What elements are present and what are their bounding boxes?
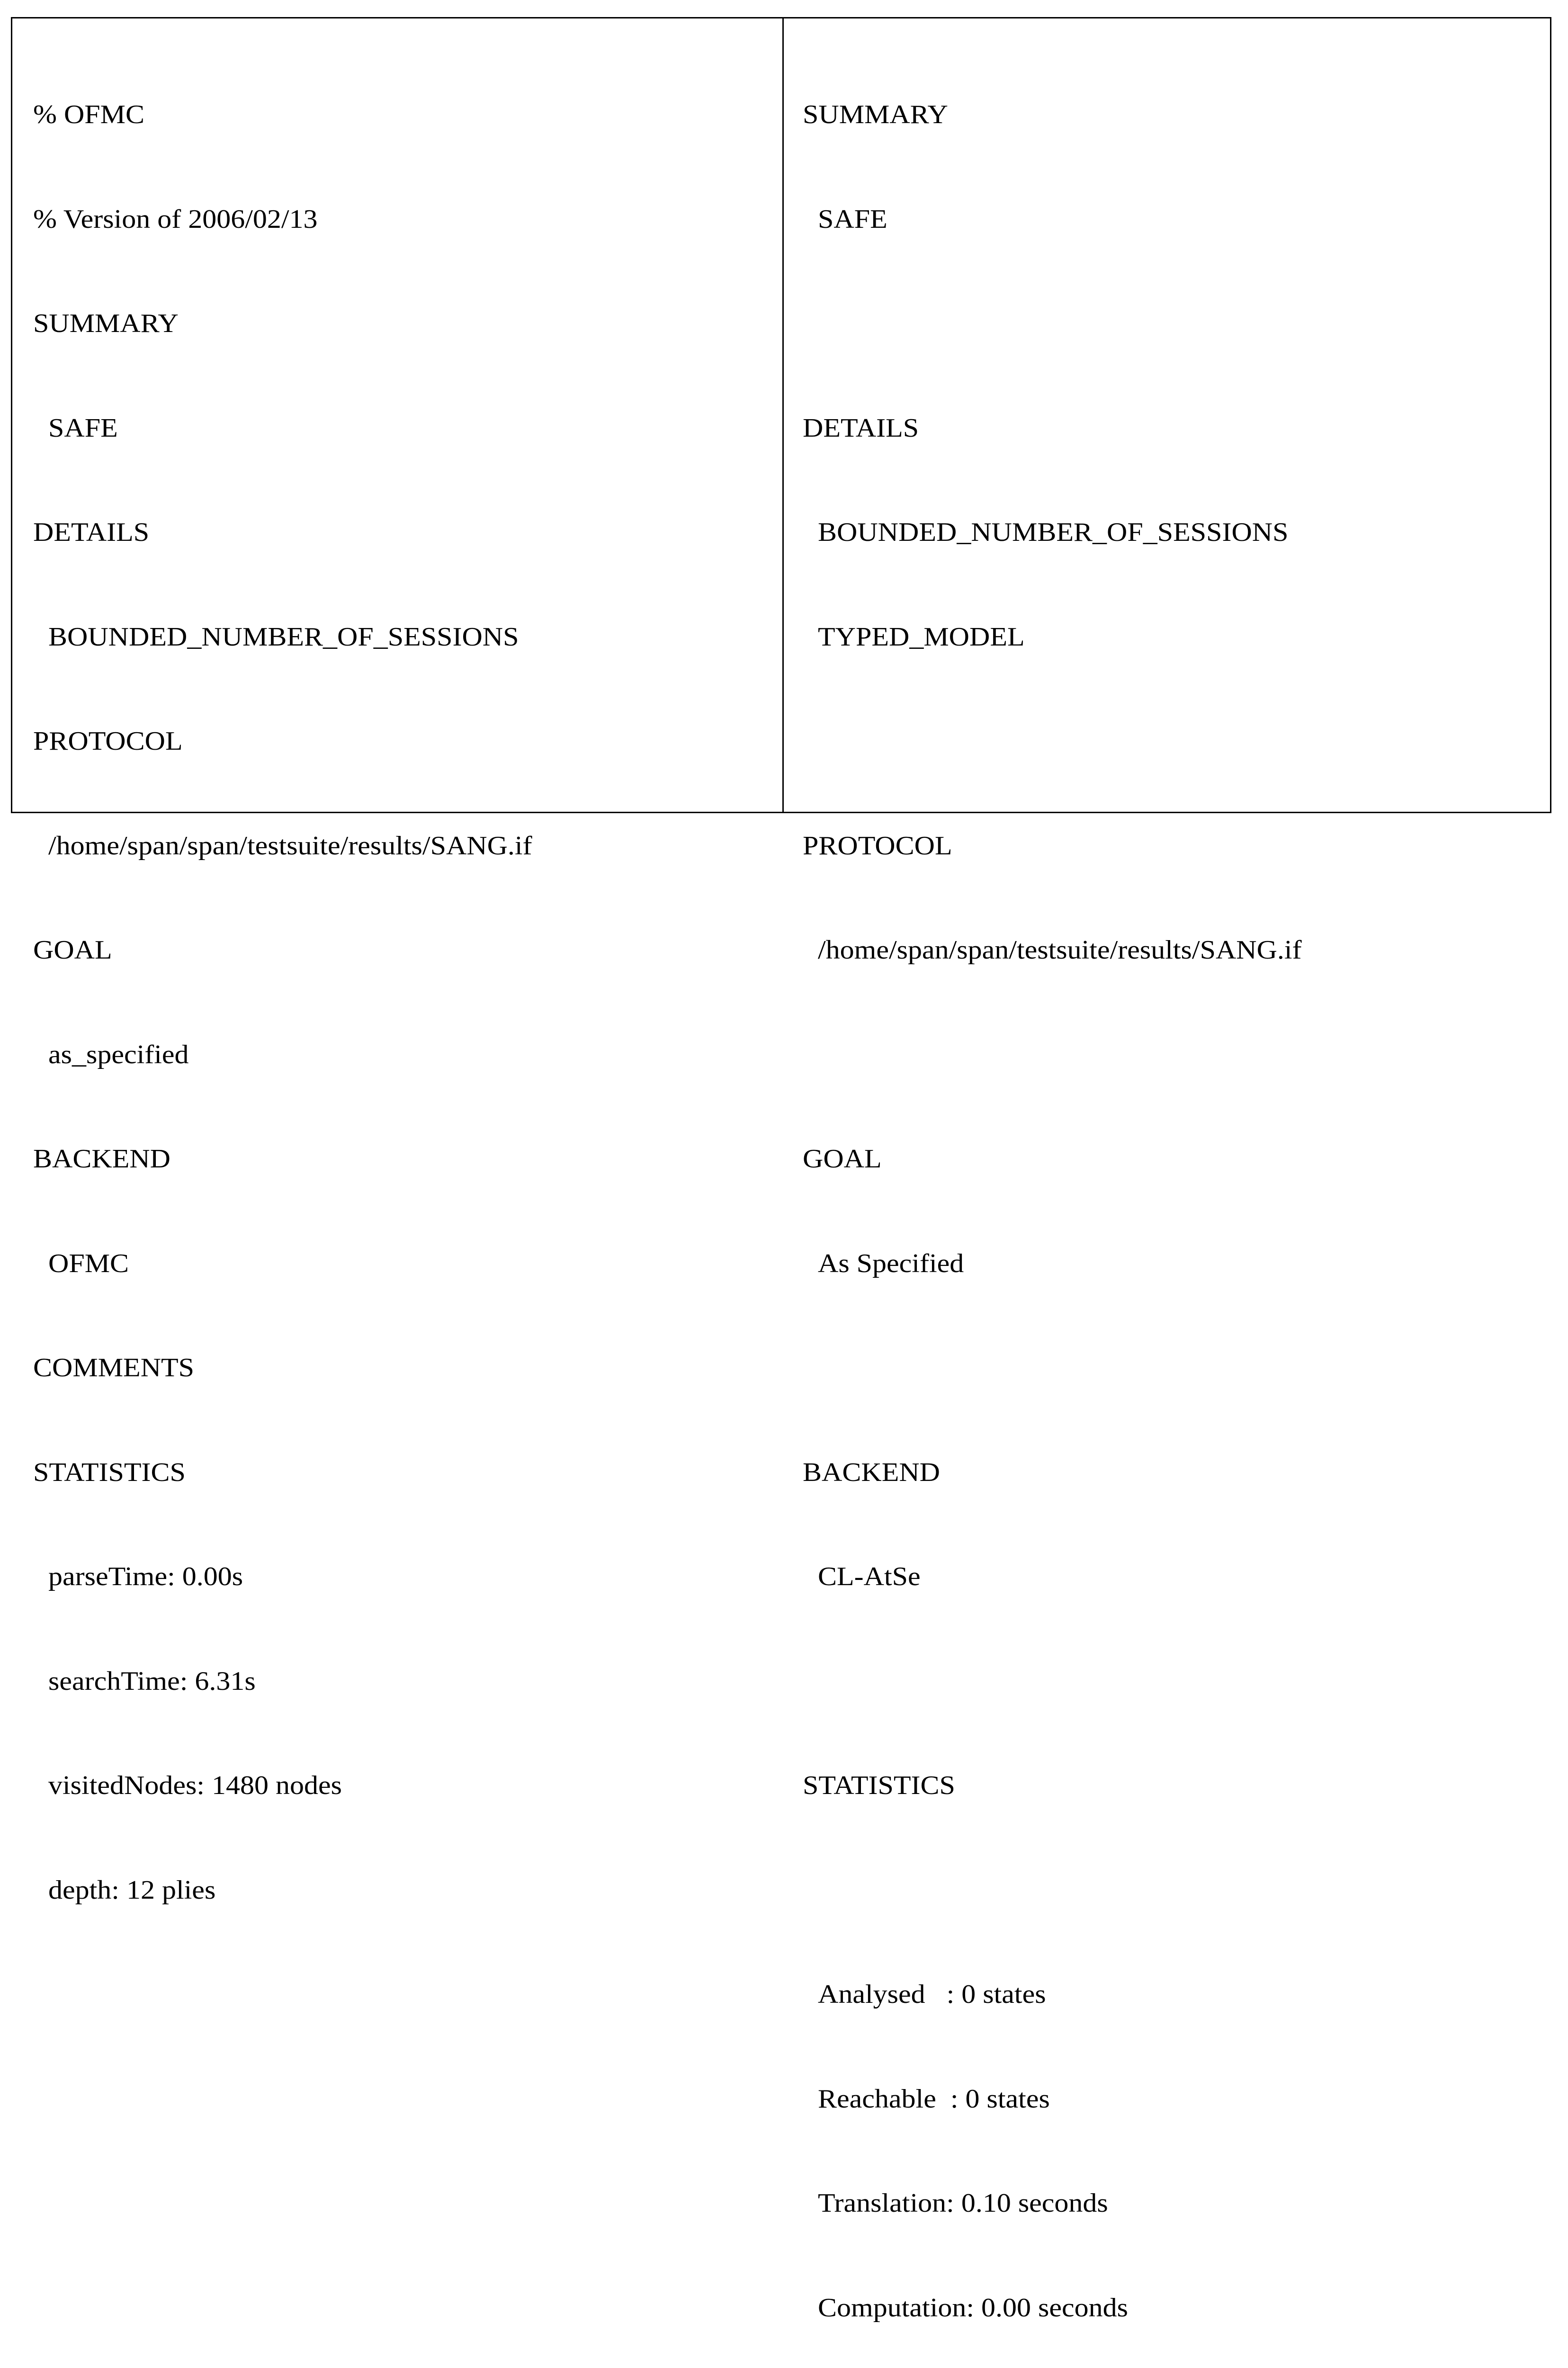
stat-analysed: Analysed : 0 states xyxy=(818,1979,1046,2009)
blank-line xyxy=(803,1665,1302,1697)
blank-line xyxy=(803,1874,1302,1906)
blank-line xyxy=(803,725,1302,757)
ofmc-header-line: % OFMC xyxy=(33,99,145,129)
backend-heading: BACKEND xyxy=(33,1144,171,1174)
backend-value: CL-AtSe xyxy=(818,1561,921,1591)
stat-search-time: searchTime: 6.31s xyxy=(48,1666,256,1695)
version-line: % Version of 2006/02/13 xyxy=(33,204,318,233)
protocol-heading: PROTOCOL xyxy=(803,831,952,860)
stat-depth: depth: 12 plies xyxy=(48,1875,216,1904)
blank-line xyxy=(803,1039,1302,1071)
summary-value: SAFE xyxy=(48,413,118,442)
summary-heading: SUMMARY xyxy=(803,99,948,129)
comments-heading: COMMENTS xyxy=(33,1353,195,1382)
protocol-path: /home/span/span/testsuite/results/SANG.if xyxy=(48,831,532,860)
ofmc-output-column xyxy=(33,27,532,1976)
protocol-heading: PROTOCOL xyxy=(33,726,183,756)
goal-heading: GOAL xyxy=(33,935,112,965)
backend-heading: BACKEND xyxy=(803,1457,941,1487)
goal-value: as_specified xyxy=(48,1040,189,1069)
details-value-model: TYPED_MODEL xyxy=(818,622,1025,651)
summary-heading: SUMMARY xyxy=(33,308,179,338)
goal-heading: GOAL xyxy=(803,1144,882,1174)
details-heading: DETAILS xyxy=(803,413,919,442)
details-value-sessions: BOUNDED_NUMBER_OF_SESSIONS xyxy=(818,517,1289,547)
stat-visited-nodes: visitedNodes: 1480 nodes xyxy=(48,1770,342,1800)
clatse-output-column xyxy=(803,27,1302,2368)
column-divider xyxy=(782,18,784,812)
details-heading: DETAILS xyxy=(33,517,150,547)
blank-line xyxy=(803,1352,1302,1384)
protocol-path: /home/span/span/testsuite/results/SANG.if xyxy=(818,935,1302,965)
statistics-heading: STATISTICS xyxy=(803,1770,955,1800)
blank-line xyxy=(803,307,1302,340)
stat-parse-time: parseTime: 0.00s xyxy=(48,1561,243,1591)
statistics-heading: STATISTICS xyxy=(33,1457,186,1487)
backend-value: OFMC xyxy=(48,1248,129,1278)
summary-value: SAFE xyxy=(818,204,887,233)
stat-computation: Computation: 0.00 seconds xyxy=(818,2293,1128,2322)
goal-value: As Specified xyxy=(818,1248,964,1278)
stat-reachable: Reachable : 0 states xyxy=(818,2084,1050,2113)
stat-translation: Translation: 0.10 seconds xyxy=(818,2188,1108,2218)
details-value: BOUNDED_NUMBER_OF_SESSIONS xyxy=(48,622,519,651)
results-table xyxy=(11,17,1551,2322)
